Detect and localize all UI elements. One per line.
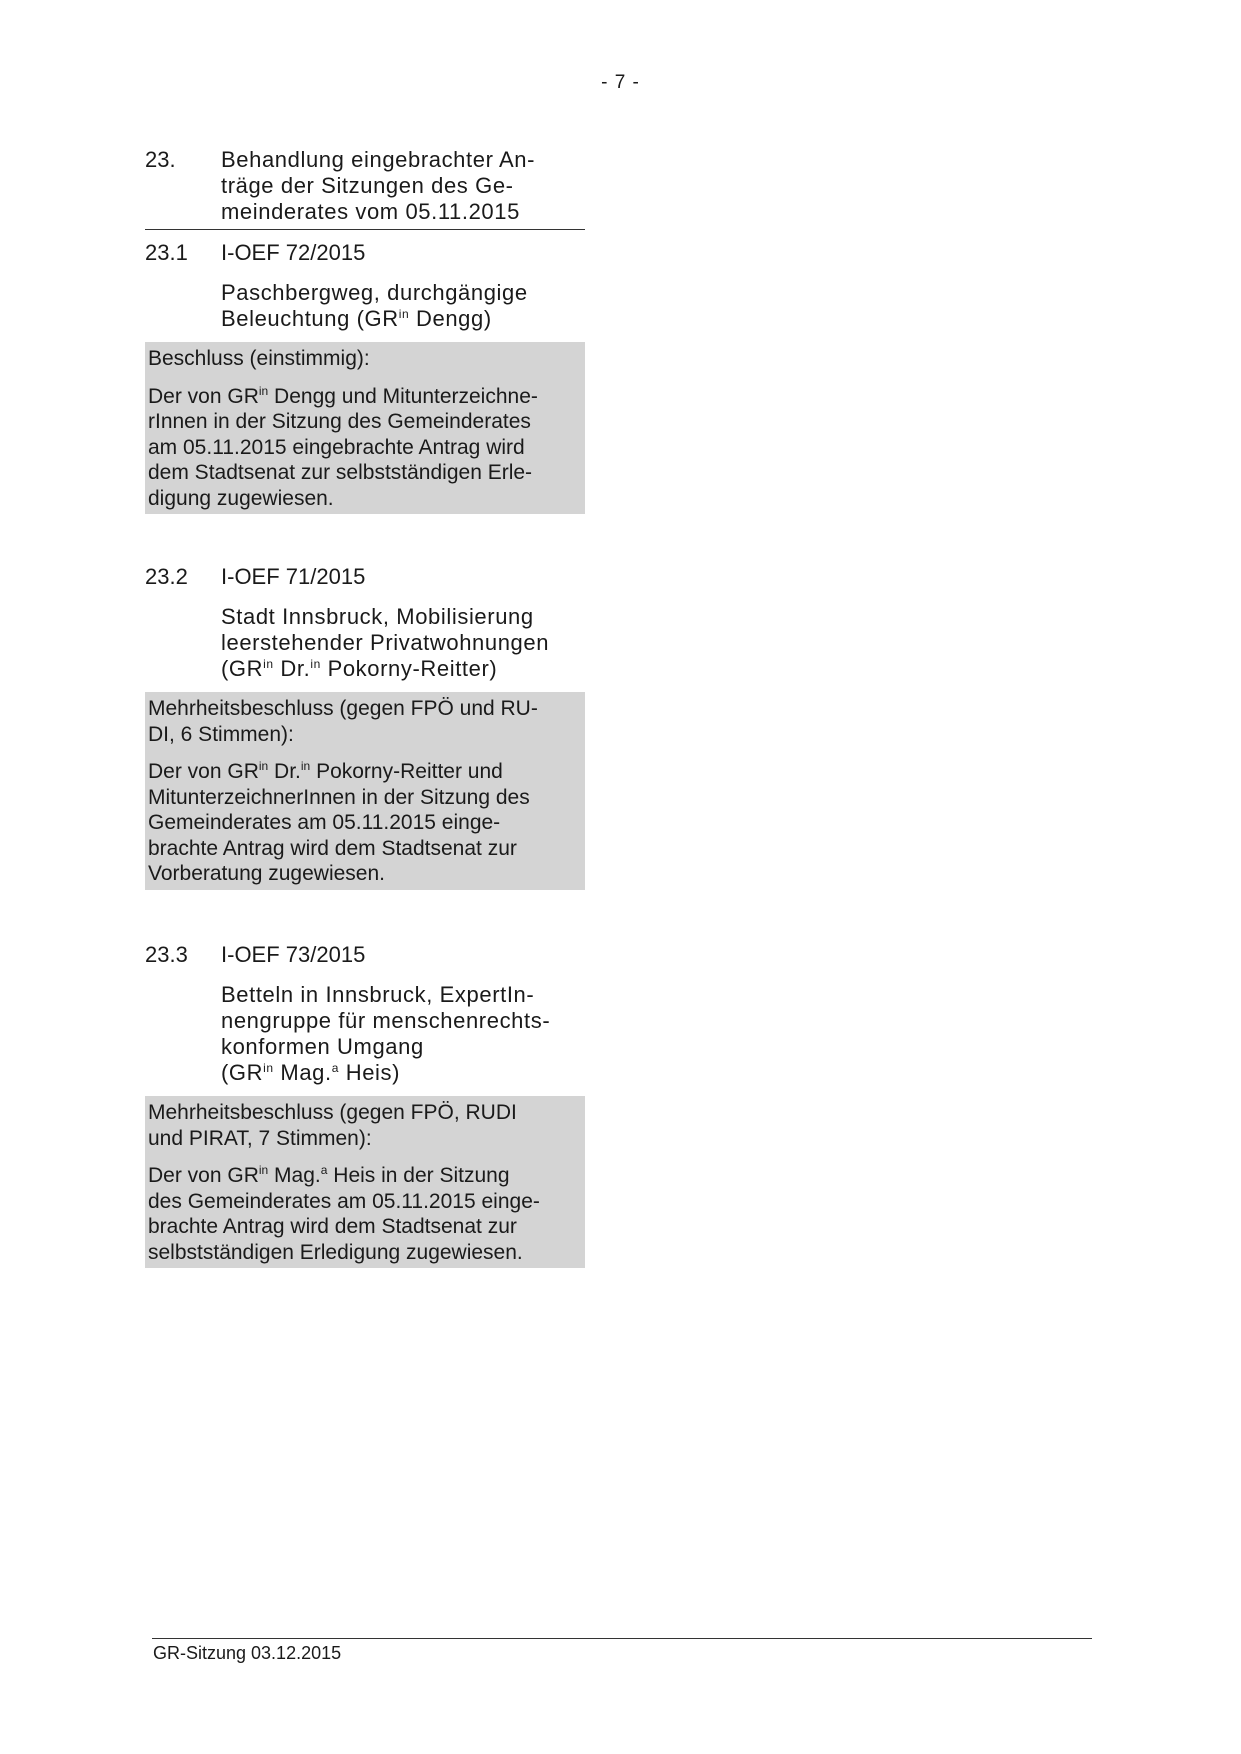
item-title: Paschbergweg, durchgängige Beleuchtung ($GR^{in}$ Dengg) — [221, 280, 528, 331]
decision-text: Der von $GR^{in}$ Dengg und Mitunterzeichne- rInnen in der Sitzung des Gemeinderates am 05.11.2015 eingebrachte Antrag wird dem Stadtsenat zur selbstständigen Erle- digung zugewiesen. — [148, 383, 538, 510]
agenda-item — [145, 942, 585, 1268]
item-reference: I-OEF 71/2015 — [221, 564, 366, 589]
section-number: 23. — [145, 147, 176, 172]
section-title: Behandlung eingebrachter An- träge der Sitzungen des Ge- meinderates vom 05.11.2015 — [221, 147, 536, 224]
decision-box — [145, 1096, 585, 1268]
item-number: 23.3 — [145, 942, 188, 967]
agenda-item — [145, 564, 585, 890]
item-number: 23.1 — [145, 240, 188, 265]
item-title: Stadt Innsbruck, Mobilisierung leerstehender Privatwohnungen ($GR^{in}$ Dr.$^{in}$ Pokorny-Reitter) — [221, 604, 550, 681]
footer-divider — [152, 1638, 1092, 1639]
item-reference: I-OEF 72/2015 — [221, 240, 366, 265]
footer: GR-Sitzung 03.12.2015 — [153, 1643, 342, 1663]
decision-text: Der von $GR^{in}$ Dr.$^{in}$ Pokorny-Reitter und MitunterzeichnerInnen in der Sitzung des Gemeinderates am 05.11.2015 einge- brachte Antrag wird dem Stadtsenat zur Vorberatung zugewiesen. — [148, 759, 530, 885]
decision-box — [145, 342, 585, 514]
item-title: Betteln in Innsbruck, ExpertIn- nengruppe für menschenrechts- konformen Umgang ($GR^{in}$ Mag.$^a$ Heis) — [221, 982, 551, 1085]
decision-text: Der von $GR^{in}$ Mag.$^a$ Heis in der Sitzung des Gemeinderates am 05.11.2015 einge- brachte Antrag wird dem Stadtsenat zur selbstständigen Erledigung zugewiesen. — [148, 1163, 540, 1264]
page-number: - 7 - — [601, 72, 640, 93]
decision-label: Beschluss (einstimmig): — [148, 347, 370, 370]
decision-label: Mehrheitsbeschluss (gegen FPÖ und RU- DI, 6 Stimmen): — [148, 697, 538, 746]
decision-box — [145, 692, 585, 890]
decision-label: Mehrheitsbeschluss (gegen FPÖ, RUDI und PIRAT, 7 Stimmen): — [148, 1101, 517, 1150]
section-heading — [145, 147, 585, 230]
item-number: 23.2 — [145, 564, 188, 589]
agenda-item — [145, 240, 585, 514]
item-reference: I-OEF 73/2015 — [221, 942, 366, 967]
